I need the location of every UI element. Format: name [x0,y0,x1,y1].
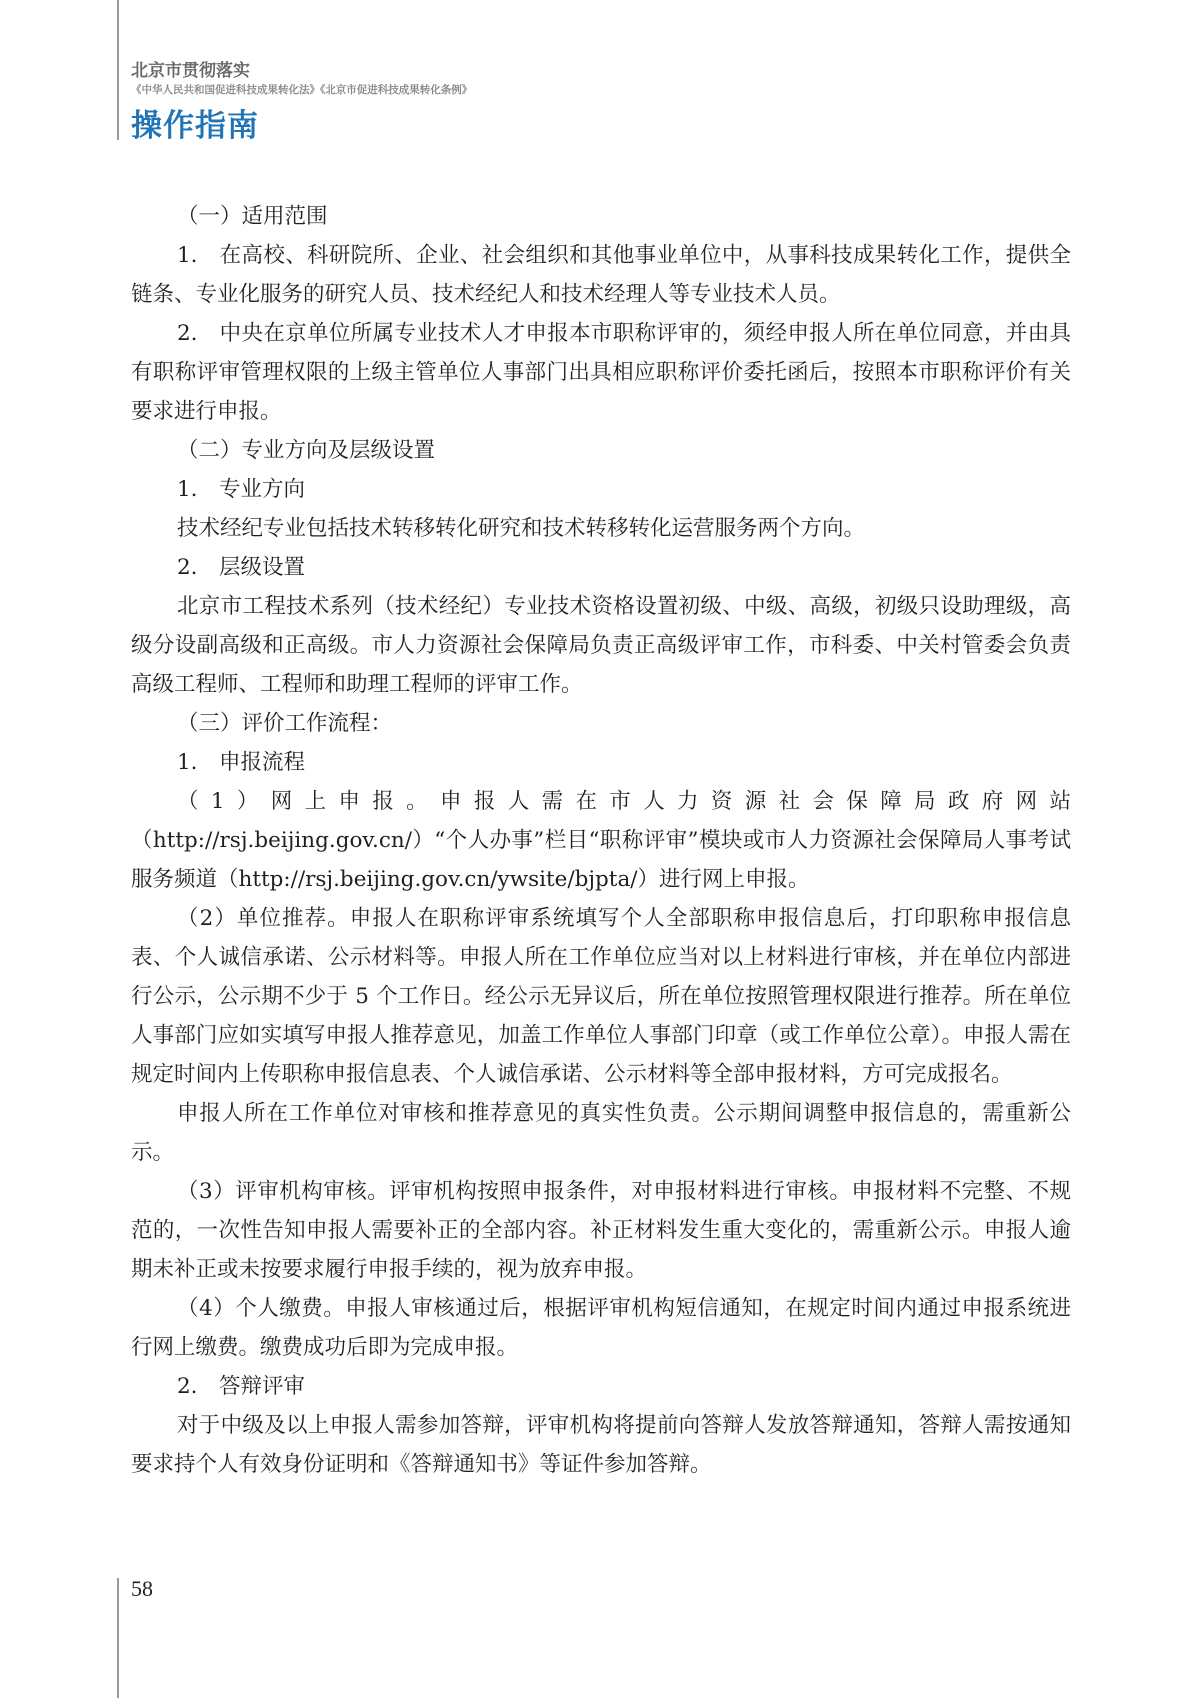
paragraph: 技术经纪专业包括技术转移转化研究和技术转移转化运营服务两个方向。 [177,516,866,541]
header-subtitle: 《中华人民共和国促进科技成果转化法》《北京市促进科技成果转化条例》 [131,84,473,96]
header-vertical-rule [117,0,119,140]
page-number: 58 [131,1576,153,1601]
subsection-heading: 1. 专业方向 [177,477,306,502]
paragraph: 2. 中央在京单位所属专业技术人才申报本市职称评审的，须经申报人所在单位同意，并由具有职称评审管理权限的上级主管单位人事部门出具相应职称评价委托函后，按照本市职称评价有关要求进行申报。 [131,321,1071,424]
paragraph: （4）个人缴费。申报人审核通过后，根据评审机构短信通知，在规定时间内通过申报系统进行网上缴费。缴费成功后即为完成申报。 [131,1296,1071,1360]
paragraph: （1）网上申报。申报人需在市人力资源社会保障局政府网站（http://rsj.beijing.gov.cn/）“个人办事”栏目“职称评审”模块或市人力资源社会保障局人事考试服务频道（http://rsj.beijing.gov.cn/ywsite/bjpta/）进行网上申报。 [131,789,1071,892]
paragraph: 对于中级及以上申报人需参加答辩，评审机构将提前向答辩人发放答辩通知，答辩人需按通知要求持个人有效身份证明和《答辩通知书》等证件参加答辩。 [131,1413,1071,1477]
body-text [131,197,1071,1484]
section-heading: （二）专业方向及层级设置 [177,438,436,463]
paragraph: 申报人所在工作单位对审核和推荐意见的真实性负责。公示期间调整申报信息的，需重新公示。 [131,1101,1071,1165]
subsection-heading: 2. 层级设置 [177,555,306,580]
section-heading: （三）评价工作流程： [177,711,393,736]
paragraph: （3）评审机构审核。评审机构按照申报条件，对申报材料进行审核。申报材料不完整、不规范的，一次性告知申报人需要补正的全部内容。补正材料发生重大变化的，需重新公示。申报人逾期未补正或未按要求履行申报手续的，视为放弃申报。 [131,1179,1071,1282]
subsection-heading: 2. 答辩评审 [177,1374,306,1399]
paragraph: （2）单位推荐。申报人在职称评审系统填写个人全部职称申报信息后，打印职称申报信息表、个人诚信承诺、公示材料等。申报人所在工作单位应当对以上材料进行审核，并在单位内部进行公示，公示期不少于 5 个工作日。经公示无异议后，所在单位按照管理权限进行推荐。所在单位人事部门应如实填写申报人推荐意见，加盖工作单位人事部门印章（或工作单位公章）。申报人需在规定时间内上传职称申报信息表、个人诚信承诺、公示材料等全部申报材料，方可完成报名。 [131,906,1071,1087]
subsection-heading: 1. 申报流程 [177,750,306,775]
paragraph: 北京市工程技术系列（技术经纪）专业技术资格设置初级、中级、高级，初级只设助理级，高级分设副高级和正高级。市人力资源社会保障局负责正高级评审工作，市科委、中关村管委会负责高级工程师、工程师和助理工程师的评审工作。 [131,594,1071,697]
footer-vertical-rule [117,1578,119,1698]
paragraph: 1. 在高校、科研院所、企业、社会组织和其他事业单位中，从事科技成果转化工作，提供全链条、专业化服务的研究人员、技术经纪人和技术经理人等专业技术人员。 [131,243,1071,307]
header-series-title: 北京市贯彻落实 [131,61,250,81]
section-heading: （一）适用范围 [177,204,328,229]
header-guide-title: 操作指南 [131,108,259,144]
